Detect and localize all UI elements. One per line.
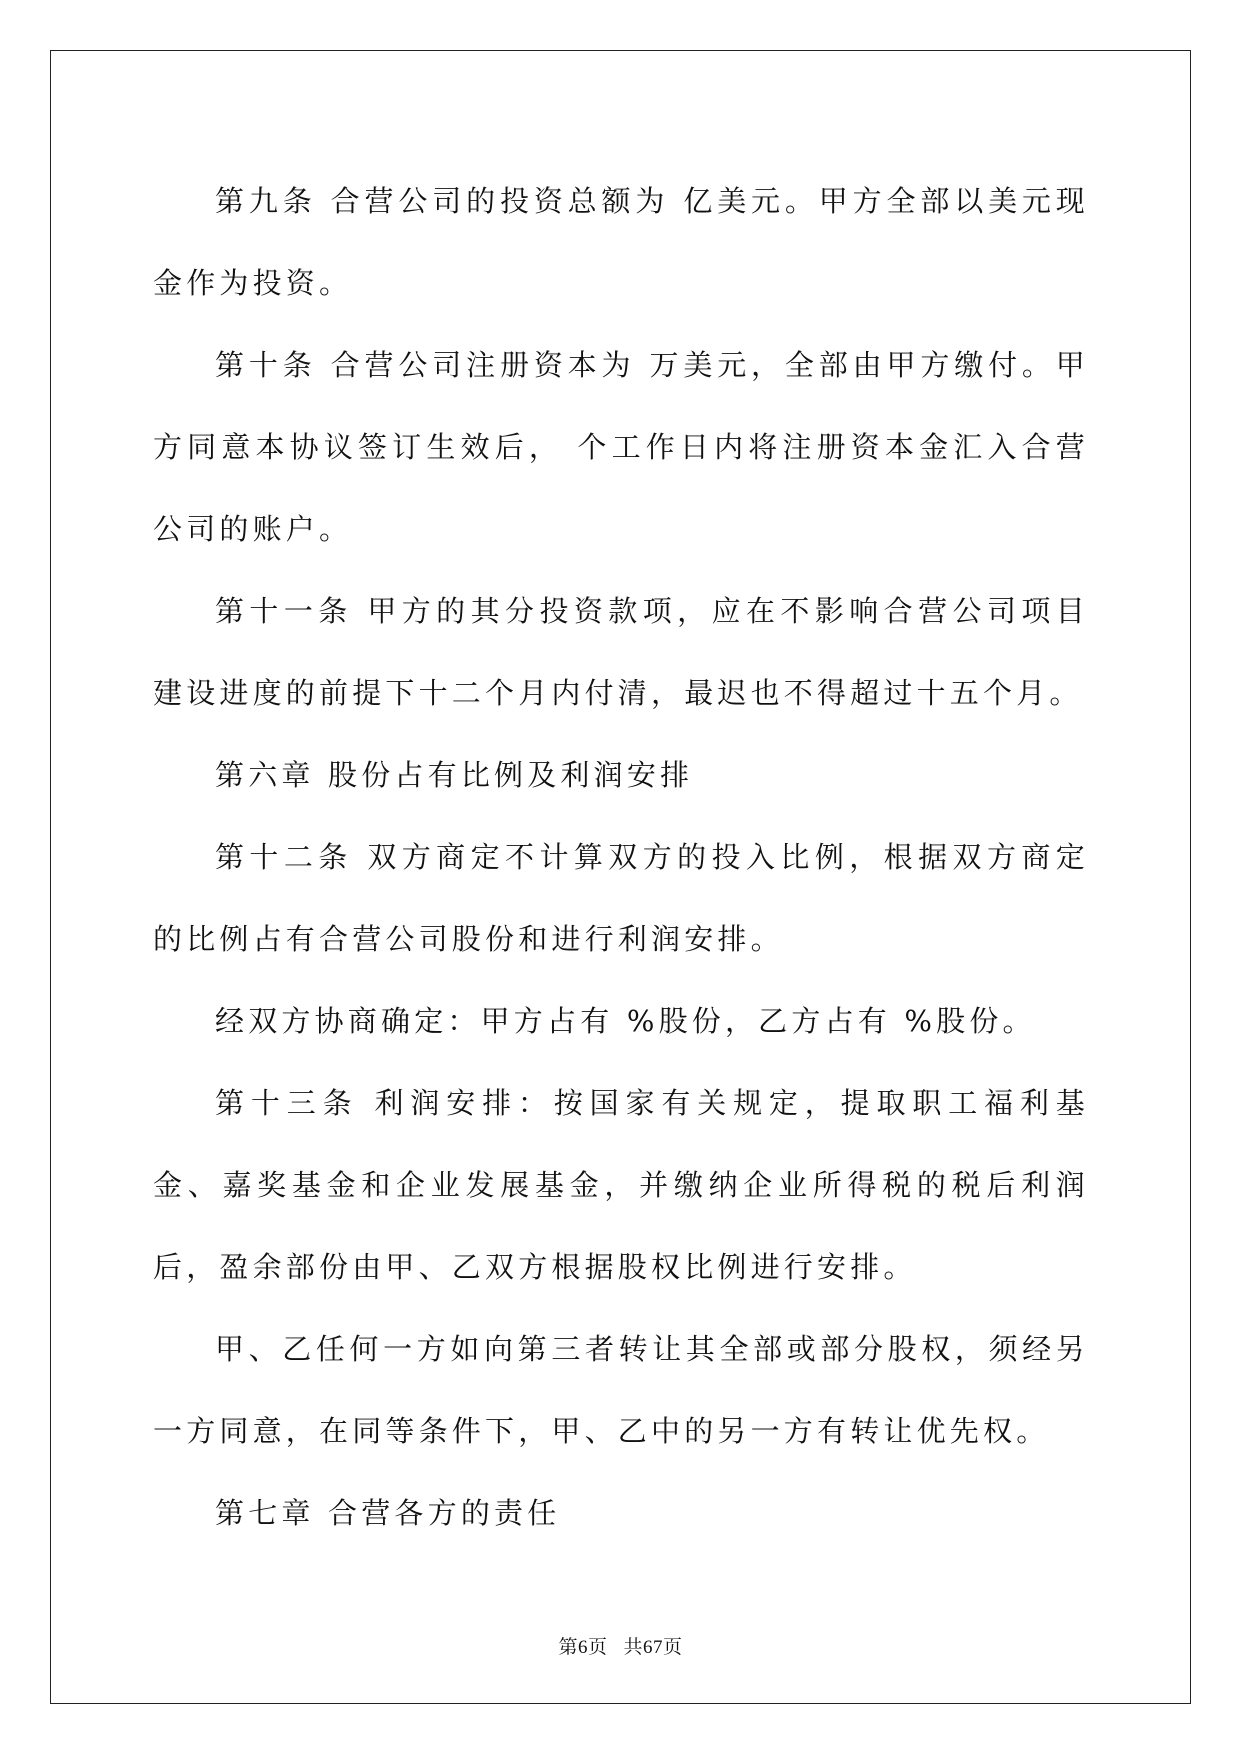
- page-suffix: 页: [587, 1636, 608, 1658]
- article-9-paragraph: 第九条 合营公司的投资总额为 亿美元。甲方全部以美元现金作为投资。: [153, 184, 1089, 300]
- share-ratio-paragraph: 经双方协商确定：甲方占有 %股份，乙方占有 %股份。: [215, 1004, 1036, 1038]
- page-number: 6: [577, 1637, 588, 1658]
- total-suffix: 页: [663, 1636, 683, 1658]
- article-13-paragraph: 第十三条 利润安排：按国家有关规定，提取职工福利基金、嘉奖基金和企业发展基金，并缴纳企业所得税的税后利润后，盈余部份由甲、乙双方根据股权比例进行安排。: [153, 1086, 1089, 1284]
- share-transfer-paragraph: 甲、乙任何一方如向第三者转让其全部或部分股权，须经另一方同意，在同等条件下，甲、乙中的另一方有转让优先权。: [153, 1332, 1089, 1448]
- chapter-6-heading: 第六章 股份占有比例及利润安排: [215, 758, 694, 792]
- article-12-paragraph: 第十二条 双方商定不计算双方的投入比例，根据双方商定的比例占有合营公司股份和进行利润安排。: [153, 840, 1089, 956]
- page-prefix: 第: [558, 1636, 578, 1658]
- chapter-7-heading: 第七章 合营各方的责任: [215, 1496, 561, 1530]
- document-body: [153, 160, 1089, 1554]
- page-footer: [0, 1632, 1241, 1659]
- article-11-paragraph: 第十一条 甲方的其分投资款项，应在不影响合营公司项目建设进度的前提下十二个月内付清，最迟也不得超过十五个月。: [153, 594, 1089, 710]
- article-10-paragraph: 第十条 合营公司注册资本为 万美元，全部由甲方缴付。甲方同意本协议签订生效后， 个工作日内将注册资本金汇入合营公司的账户。: [153, 348, 1089, 546]
- total-prefix: 共: [623, 1636, 644, 1658]
- total-pages: 67: [643, 1637, 664, 1658]
